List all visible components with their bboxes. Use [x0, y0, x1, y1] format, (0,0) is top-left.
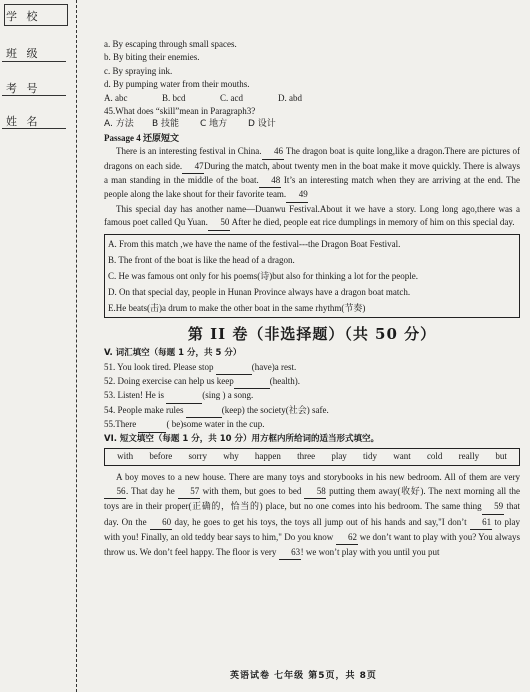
section6-passage — [104, 470, 520, 560]
passage4-option-d: D. On that special day, people in Hunan Province always have a dragon boat match. — [108, 286, 411, 297]
blank-57[interactable]: 57 — [178, 484, 200, 499]
blank-60[interactable]: 60 — [150, 515, 172, 530]
word-bank-item: sorry — [188, 451, 207, 462]
passage4-title: Passage 4 还原短文 — [104, 132, 179, 143]
q44-choices — [104, 92, 520, 105]
blank-53[interactable] — [166, 389, 202, 403]
page-footer: 英语试卷 七年级 第5页，共 8页 — [230, 671, 377, 681]
q55 — [104, 418, 520, 432]
q44-choice-d: D. abd — [278, 92, 302, 103]
word-bank-item: three — [297, 451, 316, 462]
exam-content — [104, 38, 520, 560]
q44-option-a: a. By escaping through small spaces. — [104, 39, 237, 49]
q45-choice-a: A. 方法 — [104, 119, 134, 130]
q44-choice-c: C. acd — [220, 92, 243, 103]
word-bank-item: before — [149, 451, 173, 462]
section5-title: V. 词汇填空（每题 1 分，共 5 分） — [104, 348, 242, 359]
p4-text: The dragon boat is quite long,like a dragon.There are pictures of dragons on each side. — [104, 146, 520, 171]
q53 — [104, 389, 520, 403]
p4-text: There is an interesting festival in China. — [116, 146, 262, 157]
q54-hint: (keep) the society(社会) safe. — [221, 404, 329, 415]
blank-52[interactable] — [234, 375, 270, 389]
q51-text: 51. You look tired. Please stop — [104, 361, 216, 372]
word-bank-item: really — [458, 451, 480, 462]
q44-option-c: c. By spraying ink. — [104, 65, 173, 76]
binding-dashed-line — [76, 0, 77, 692]
s6-text: with them, but goes to bed — [199, 486, 305, 497]
q54-text: 54. People make rules — [104, 404, 186, 415]
passage4-option-c: C. He was famous ont only for his poems(诗)but also for thinking a lot for the people. — [108, 270, 418, 281]
q52-hint: (health). — [269, 375, 300, 386]
q44-option-b: b. By biting their enemies. — [104, 52, 200, 63]
q45-choices — [104, 118, 520, 131]
blank-63[interactable]: 63 — [279, 545, 301, 560]
class-line — [2, 61, 66, 62]
s6-text: day, he goes to get his toys, the toys all jump out of his hands and say,"I don’t — [171, 516, 470, 527]
q44-choice-b: B. bcd — [162, 92, 186, 103]
part2-title: 第 II 卷（非选择题）（共 50 分） — [187, 324, 437, 343]
exam-number-label: 考 号 — [6, 82, 41, 95]
q45-choice-b: B 技能 — [152, 119, 180, 130]
blank-54[interactable] — [186, 404, 222, 418]
q51 — [104, 361, 520, 375]
word-bank-item: why — [223, 451, 239, 462]
q52-text: 52. Doing exercise can help us keep — [104, 375, 234, 386]
passage4-option-a: A. From this match ,we have the name of the festival---the Dragon Boat Festival. — [108, 238, 401, 249]
binding-sidebar — [0, 0, 96, 692]
q51-hint: (have)a rest. — [251, 361, 297, 372]
s6-text: we don’t want to play with you? You always throw us. We don’t feel happy. The floor is very — [104, 531, 520, 557]
word-bank-box — [104, 448, 520, 466]
q44-choice-a: A. abc — [104, 92, 128, 103]
blank-58[interactable]: 58 — [304, 484, 326, 499]
blank-50[interactable]: 50 — [208, 216, 230, 230]
blank-51[interactable] — [216, 361, 252, 375]
passage4-paragraph-2 — [104, 203, 520, 231]
word-bank-item: cold — [426, 451, 443, 462]
passage4-option-b: B. The front of the boat is like the head of a dragon. — [108, 254, 295, 265]
section6-title: VI. 短文填空（每题 1 分，共 10 分）用方框内所给词的适当形式填空。 — [104, 433, 380, 444]
class-label: 班 级 — [6, 47, 41, 60]
word-bank-item: want — [393, 451, 411, 462]
q45-choice-d: D 设计 — [248, 119, 276, 130]
name-label: 姓 名 — [6, 115, 41, 128]
q53-hint: (sing ) a song. — [202, 390, 254, 401]
word-bank-item: with — [117, 451, 134, 462]
word-bank-item: tidy — [363, 451, 378, 462]
q54 — [104, 404, 520, 418]
q55-text: 55.There — [104, 419, 139, 430]
s6-text: putting them away(收好). The next morning all the toys are in their proper(正确的，恰当的) place, but no one comes into his bedroom. The same thing — [104, 486, 520, 512]
q45-question: 45.What does “skill”mean in Paragraph3? — [104, 106, 256, 117]
word-bank-item: play — [331, 451, 347, 462]
blank-46[interactable]: 46 — [262, 145, 284, 159]
blank-47[interactable]: 47 — [182, 160, 204, 174]
p4-text: It’s an interesting match when they are arriving at the end. The people along the lake shout for their favorite team. — [104, 175, 520, 200]
p4-text: After he died, people eat rice dumplings in memory of him on this special day. — [229, 217, 515, 228]
s6-text: ! we won’t play with you until you put — [300, 546, 440, 557]
blank-55[interactable] — [138, 418, 166, 432]
word-bank-item: but — [495, 451, 507, 462]
passage4-options-box — [104, 234, 520, 318]
school-label: 学 校 — [6, 10, 41, 23]
word-bank-item: happen — [254, 451, 281, 462]
blank-49[interactable]: 49 — [286, 188, 308, 202]
q55-hint: ( be)some water in the cup. — [166, 419, 265, 430]
p4-text: This special day has another name—Duanwu Festival.About it we have a story. Long long ago,there was a famous poet called Qu Yuan. — [104, 203, 520, 228]
exam-number-line — [2, 95, 66, 96]
q53-text: 53. Listen! He is — [104, 390, 167, 401]
s6-text: to play with you! Finally, an old teddy bear says to him," Do you know — [104, 516, 521, 542]
s6-text: that day. On the — [104, 501, 520, 527]
s6-text: A boy moves to a new house. There are many toys and storybooks in his new bedroom. All of them are very — [116, 471, 520, 482]
passage4-paragraph-1 — [104, 145, 520, 203]
q52 — [104, 375, 520, 389]
blank-62[interactable]: 62 — [336, 530, 358, 545]
q44-option-d: d. By pumping water from their mouths. — [104, 79, 250, 90]
name-line — [2, 128, 66, 129]
blank-61[interactable]: 61 — [470, 515, 492, 530]
blank-48[interactable]: 48 — [259, 174, 281, 188]
passage4-option-e: E.He beats(击)a drum to make the other boat in the same rhythm(节奏) — [108, 302, 366, 313]
p4-text: During the match, about twenty men in the boat make it move quickly. There is always a man standing in the middle of the boat. — [104, 160, 520, 186]
s6-text: . That day he — [126, 486, 178, 497]
blank-59[interactable]: 59 — [482, 499, 504, 514]
blank-56[interactable]: 56 — [104, 484, 126, 499]
q45-choice-c: C 地方 — [200, 119, 228, 130]
